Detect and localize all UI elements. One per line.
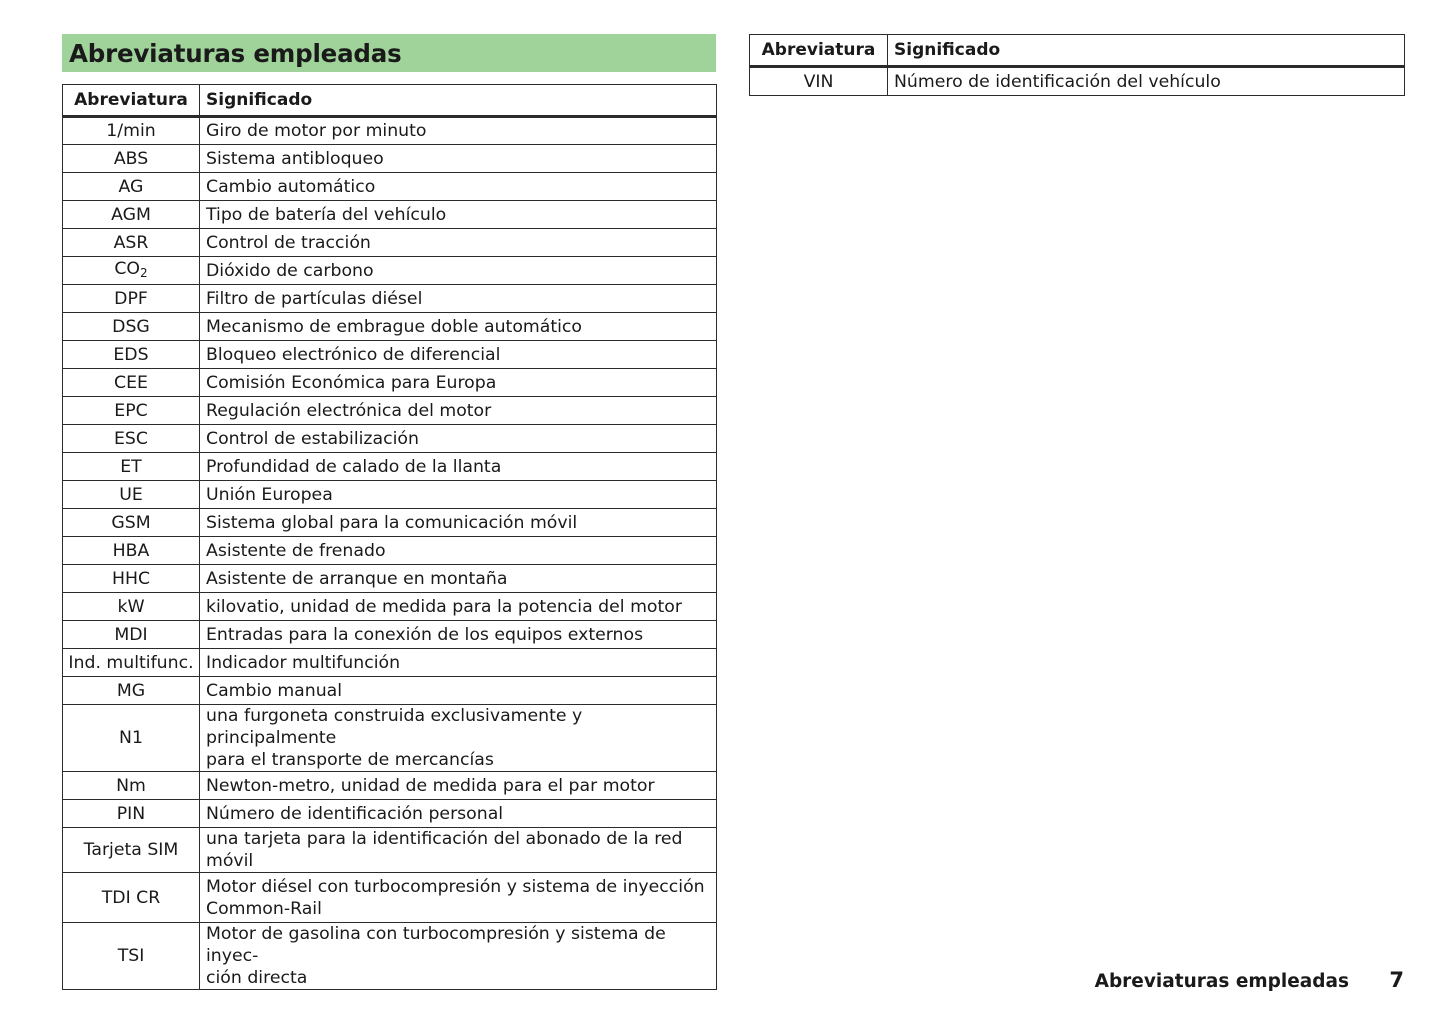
meaning-cell xyxy=(200,173,717,201)
table-row xyxy=(63,923,717,990)
meaning-text: Dióxido de carbono xyxy=(206,260,374,281)
meaning-line: ción directa xyxy=(206,968,308,988)
meaning-cell xyxy=(200,593,717,621)
abbreviation-text: ASR xyxy=(113,232,149,253)
table-row xyxy=(63,341,717,369)
abbreviations-table-continued xyxy=(749,34,1405,96)
meaning-text: Giro de motor por minuto xyxy=(206,121,427,141)
abbreviation-cell xyxy=(63,509,200,537)
meaning-text: Mecanismo de embrague doble automático xyxy=(206,316,582,337)
abbreviation-cell xyxy=(63,828,200,873)
abbreviation-text: MG xyxy=(116,680,146,701)
abbreviation-text: AGM xyxy=(111,204,151,225)
abbreviation-text: CO xyxy=(114,258,141,279)
meaning-line: Common-Rail xyxy=(206,898,322,919)
meaning-cell xyxy=(200,341,717,369)
meaning-text: Indicador multifunción xyxy=(206,652,401,673)
meaning-cell xyxy=(200,257,717,285)
abbreviation-text: TSI xyxy=(117,946,145,966)
meaning-line: Motor diésel con turbocompresión y sistema de inyección xyxy=(206,876,705,897)
table-row xyxy=(63,173,717,201)
table-row xyxy=(63,285,717,313)
abbreviation-text: kW xyxy=(117,596,145,617)
column-header-abbreviation: Abreviatura xyxy=(750,35,888,67)
abbreviation-text: AG xyxy=(118,176,144,197)
column-header-meaning: Significado xyxy=(200,85,717,117)
table-row xyxy=(63,705,717,772)
abbreviation-text: HBA xyxy=(112,540,150,561)
abbreviation-cell xyxy=(63,649,200,677)
meaning-cell xyxy=(200,772,717,800)
abbreviation-text: EDS xyxy=(113,344,149,365)
table-row xyxy=(63,369,717,397)
meaning-text: Sistema antibloqueo xyxy=(206,148,384,169)
meaning-text: Profundidad de calado de la llanta xyxy=(206,456,502,477)
meaning-cell xyxy=(200,565,717,593)
table-body xyxy=(750,67,1405,96)
abbreviation-text: Nm xyxy=(116,775,146,796)
abbreviation-cell xyxy=(63,285,200,313)
table-row xyxy=(63,425,717,453)
abbreviation-text: CEE xyxy=(114,372,148,393)
table-row xyxy=(63,800,717,828)
meaning-cell xyxy=(200,425,717,453)
meaning-cell xyxy=(200,481,717,509)
table-row xyxy=(63,828,717,873)
abbreviation-cell xyxy=(63,397,200,425)
meaning-cell xyxy=(200,828,717,873)
table-row xyxy=(63,257,717,285)
meaning-cell xyxy=(200,705,717,772)
meaning-text: Número de identificación personal xyxy=(206,803,504,824)
page-number: 7 xyxy=(1389,968,1404,992)
abbreviation-cell xyxy=(63,621,200,649)
abbreviation-text: DSG xyxy=(112,316,150,337)
meaning-text: Newton-metro, unidad de medida para el par motor xyxy=(206,775,655,796)
meaning-cell xyxy=(200,369,717,397)
meaning-text: Asistente de frenado xyxy=(206,540,386,561)
abbreviation-text: HHC xyxy=(111,568,151,589)
table-row xyxy=(63,397,717,425)
meaning-cell xyxy=(200,649,717,677)
abbreviation-cell xyxy=(63,677,200,705)
meaning-cell xyxy=(200,145,717,173)
table-row xyxy=(63,537,717,565)
column-header-meaning: Significado xyxy=(888,35,1405,67)
table-body xyxy=(63,117,717,990)
meaning-line: una furgoneta construida exclusivamente y principalmente xyxy=(206,706,583,748)
meaning-cell xyxy=(200,201,717,229)
abbreviation-cell xyxy=(63,481,200,509)
meaning-text: Cambio manual xyxy=(206,680,343,701)
section-title: Abreviaturas empleadas xyxy=(62,34,716,72)
meaning-text: Entradas para la conexión de los equipos externos xyxy=(206,624,644,645)
table-row xyxy=(63,873,717,923)
abbreviation-cell xyxy=(63,201,200,229)
table-row xyxy=(63,117,717,145)
abbreviation-cell xyxy=(63,923,200,990)
abbreviation-text: GSM xyxy=(111,512,151,533)
meaning-cell xyxy=(200,453,717,481)
table-header-row xyxy=(63,85,717,117)
meaning-text: Asistente de arranque en montaña xyxy=(206,568,508,589)
meaning-cell xyxy=(200,229,717,257)
table-row xyxy=(63,649,717,677)
table-row xyxy=(63,201,717,229)
abbreviation-text: ET xyxy=(120,456,142,477)
table-row xyxy=(63,565,717,593)
table-row xyxy=(63,481,717,509)
abbreviation-text: VIN xyxy=(803,71,834,92)
abbreviation-cell xyxy=(63,313,200,341)
abbreviation-cell xyxy=(63,117,200,145)
abbreviation-cell xyxy=(63,593,200,621)
meaning-cell xyxy=(200,537,717,565)
meaning-text: Tipo de batería del vehículo xyxy=(206,204,447,225)
meaning-cell xyxy=(200,313,717,341)
abbreviation-text: ESC xyxy=(114,428,148,449)
meaning-line: para el transporte de mercancías xyxy=(206,750,494,770)
table-row xyxy=(63,313,717,341)
meaning-cell xyxy=(200,397,717,425)
abbreviation-cell xyxy=(63,800,200,828)
meaning-text: Control de tracción xyxy=(206,232,371,253)
abbreviation-text: TDI CR xyxy=(101,887,161,908)
abbreviation-cell xyxy=(63,145,200,173)
abbreviation-subscript: 2 xyxy=(140,265,148,280)
abbreviation-text: N1 xyxy=(119,728,143,748)
footer-section-title: Abreviaturas empleadas xyxy=(1094,971,1349,992)
abbreviation-cell xyxy=(63,772,200,800)
abbreviations-table xyxy=(62,84,717,990)
meaning-text: Unión Europea xyxy=(206,484,333,505)
meaning-text: Regulación electrónica del motor xyxy=(206,400,492,421)
table-row xyxy=(750,67,1405,96)
meaning-text: Control de estabilización xyxy=(206,428,419,449)
abbreviation-cell xyxy=(63,341,200,369)
meaning-text: una tarjeta para la identificación del abonado de la red móvil xyxy=(206,829,683,871)
meaning-text: Filtro de partículas diésel xyxy=(206,288,423,309)
abbreviation-cell xyxy=(63,565,200,593)
meaning-text: Sistema global para la comunicación móvil xyxy=(206,512,578,533)
abbreviation-cell xyxy=(63,229,200,257)
abbreviation-text: ABS xyxy=(113,148,149,169)
abbreviation-cell xyxy=(63,257,200,285)
meaning-cell xyxy=(200,621,717,649)
table-row xyxy=(63,229,717,257)
abbreviation-cell xyxy=(63,425,200,453)
abbreviation-text: UE xyxy=(119,484,143,505)
abbreviation-cell xyxy=(63,453,200,481)
abbreviation-cell xyxy=(750,67,888,96)
meaning-line: Motor de gasolina con turbocompresión y sistema de inyec- xyxy=(206,924,666,966)
meaning-cell xyxy=(200,117,717,145)
abbreviation-text: Tarjeta SIM xyxy=(83,840,179,860)
table-row xyxy=(63,145,717,173)
abbreviation-cell xyxy=(63,705,200,772)
abbreviation-cell xyxy=(63,537,200,565)
table-row xyxy=(63,453,717,481)
meaning-text: kilovatio, unidad de medida para la potencia del motor xyxy=(206,596,682,617)
meaning-cell xyxy=(200,800,717,828)
meaning-text: Cambio automático xyxy=(206,176,376,197)
table-row xyxy=(63,509,717,537)
column-header-abbreviation: Abreviatura xyxy=(63,85,200,117)
meaning-cell xyxy=(200,677,717,705)
meaning-cell xyxy=(200,509,717,537)
meaning-cell xyxy=(200,873,717,923)
abbreviation-cell xyxy=(63,873,200,923)
abbreviation-text: PIN xyxy=(116,803,146,824)
abbreviation-text: EPC xyxy=(114,400,148,421)
meaning-text: Comisión Económica para Europa xyxy=(206,372,497,393)
abbreviation-text: Ind. multifunc. xyxy=(68,652,194,673)
table-row xyxy=(63,772,717,800)
table-row xyxy=(63,593,717,621)
meaning-cell xyxy=(888,67,1405,96)
abbreviation-text: MDI xyxy=(114,624,148,645)
meaning-text: Número de identificación del vehículo xyxy=(894,71,1221,92)
table-header-row xyxy=(750,35,1405,67)
table-row xyxy=(63,621,717,649)
table-row xyxy=(63,677,717,705)
abbreviation-cell xyxy=(63,173,200,201)
abbreviation-cell xyxy=(63,369,200,397)
abbreviation-text: DPF xyxy=(114,288,148,309)
meaning-cell xyxy=(200,923,717,990)
meaning-cell xyxy=(200,285,717,313)
abbreviation-text: 1/min xyxy=(106,121,156,141)
meaning-text: Bloqueo electrónico de diferencial xyxy=(206,344,501,365)
